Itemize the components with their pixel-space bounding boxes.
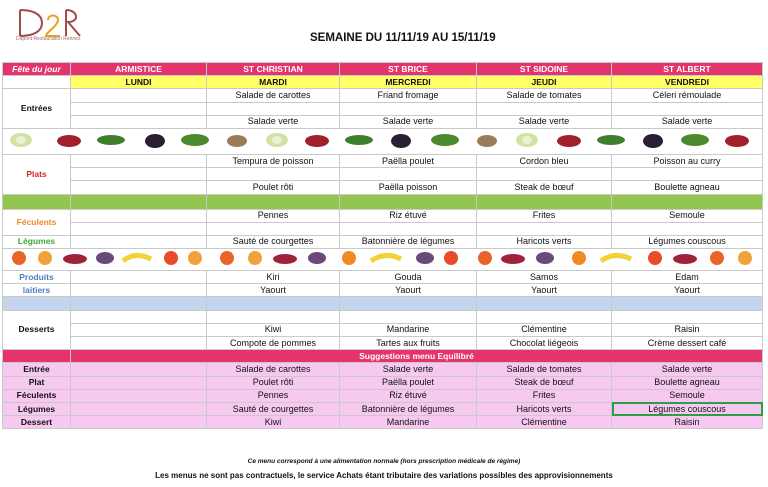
menu-cell: Chocolat liégeois <box>477 337 612 350</box>
menu-cell <box>71 389 207 402</box>
menu-cell: Boulette agneau <box>612 181 763 194</box>
menu-cell: Poulet rôti <box>207 376 340 389</box>
feculents-row <box>3 209 763 222</box>
suggestion-row <box>3 376 763 389</box>
menu-cell <box>612 168 763 181</box>
laitiers-row <box>3 284 763 297</box>
menu-cell: Frites <box>477 389 612 402</box>
menu-cell: Tempura de poisson <box>207 154 340 167</box>
menu-cell <box>477 222 612 235</box>
menu-cell <box>612 222 763 235</box>
menu-cell: Raisin <box>612 416 763 429</box>
menu-cell: Céleri rémoulade <box>612 89 763 102</box>
feast-day: ST ALBERT <box>612 63 763 76</box>
vegetables-image <box>5 129 763 151</box>
menu-cell: Crème dessert café <box>612 337 763 350</box>
day-header: LUNDI <box>71 76 207 89</box>
menu-cell: Salade de tomates <box>477 89 612 102</box>
menu-cell: Riz étuvé <box>340 389 477 402</box>
menu-cell <box>71 284 207 297</box>
menu-cell <box>207 222 340 235</box>
laitiers-row <box>3 271 763 284</box>
day-header: JEUDI <box>477 76 612 89</box>
menu-cell: Salade verte <box>340 363 477 376</box>
menu-cell <box>477 168 612 181</box>
menu-cell: Paëlla poisson <box>340 181 477 194</box>
menu-cell: Kiwi <box>207 416 340 429</box>
menu-cell: Cordon bleu <box>477 154 612 167</box>
menu-cell: Raisin <box>612 323 763 336</box>
d2r-logo <box>12 6 92 40</box>
menu-cell: Kiwi <box>207 323 340 336</box>
dessert-row <box>3 310 763 323</box>
menu-cell: Salade verte <box>477 115 612 128</box>
menu-cell <box>207 168 340 181</box>
menu-cell <box>612 310 763 323</box>
menu-cell: Clémentine <box>477 323 612 336</box>
suggestion-label: Plat <box>3 376 71 389</box>
suggestion-row <box>3 389 763 402</box>
menu-cell: Compote de pommes <box>207 337 340 350</box>
menu-cell <box>71 271 207 284</box>
blue-band <box>3 297 763 310</box>
vegetables-illustration <box>3 128 763 154</box>
entree-row <box>3 115 763 128</box>
menu-cell: Salade verte <box>207 115 340 128</box>
corner-cell <box>3 76 71 89</box>
menu-cell <box>71 102 207 115</box>
menu-cell: Salade de carottes <box>207 89 340 102</box>
dessert-row <box>3 323 763 336</box>
desserts-label: Desserts <box>3 310 71 350</box>
dessert-row <box>3 337 763 350</box>
feast-day: ST CHRISTIAN <box>207 63 340 76</box>
menu-cell <box>71 363 207 376</box>
plat-row <box>3 181 763 194</box>
days-row <box>3 76 763 89</box>
menu-cell: Paëlla poulet <box>340 154 477 167</box>
menu-cell: Haricots verts <box>477 235 612 248</box>
menu-cell: Steak de bœuf <box>477 181 612 194</box>
feast-row <box>3 63 763 76</box>
selected-cell[interactable]: Légumes couscous <box>612 402 763 415</box>
menu-cell: Semoule <box>612 209 763 222</box>
menu-cell: Yaourt <box>477 284 612 297</box>
menu-cell: Mandarine <box>340 323 477 336</box>
menu-cell: Friand fromage <box>340 89 477 102</box>
logo-subtitle: Dupont Restauration Rennes <box>16 36 81 42</box>
menu-cell <box>71 323 207 336</box>
menu-cell <box>71 181 207 194</box>
menu-cell: Poisson au curry <box>612 154 763 167</box>
legumes-label: Légumes <box>3 235 71 248</box>
menu-cell <box>207 102 340 115</box>
menu-cell <box>71 168 207 181</box>
feast-day: ST SIDOINE <box>477 63 612 76</box>
menu-cell <box>71 402 207 415</box>
feast-label: Fête du jour <box>3 63 71 76</box>
page-title: SEMAINE DU 11/11/19 AU 15/11/19 <box>310 32 496 44</box>
menu-cell: Salade de tomates <box>477 363 612 376</box>
menu-cell: Semoule <box>612 389 763 402</box>
menu-cell: Kiri <box>207 271 340 284</box>
entree-row <box>3 102 763 115</box>
fruits-band <box>3 249 763 271</box>
plats-label: Plats <box>3 154 71 194</box>
suggestions-title: Suggestions menu Equilibré <box>71 350 763 363</box>
menu-cell: Sauté de courgettes <box>207 402 340 415</box>
menu-cell <box>71 235 207 248</box>
suggestion-row <box>3 363 763 376</box>
menu-cell: Steak de bœuf <box>477 376 612 389</box>
menu-cell: Riz étuvé <box>340 209 477 222</box>
menu-cell: Salade verte <box>340 115 477 128</box>
feast-day: ARMISTICE <box>71 63 207 76</box>
menu-cell <box>340 222 477 235</box>
menu-cell <box>340 310 477 323</box>
feast-day: ST BRICE <box>340 63 477 76</box>
menu-cell: Salade verte <box>612 115 763 128</box>
menu-cell <box>71 209 207 222</box>
vegetables-band <box>3 128 763 154</box>
footer-disclaimer: Les menus ne sont pas contractuels, le service Achats étant tributaire des variations possibles des approvisionnements <box>155 471 613 480</box>
menu-cell: Boulette agneau <box>612 376 763 389</box>
menu-cell: Pennes <box>207 389 340 402</box>
menu-cell: Edam <box>612 271 763 284</box>
menu-cell: Yaourt <box>612 284 763 297</box>
fruits-illustration <box>3 249 763 271</box>
menu-cell <box>71 337 207 350</box>
legumes-row <box>3 235 763 248</box>
footer-note: Ce menu correspond à une alimentation normale (hors prescription médicale de régime) <box>247 458 521 465</box>
menu-cell <box>71 115 207 128</box>
menu-cell <box>612 102 763 115</box>
menu-cell <box>71 154 207 167</box>
day-header: VENDREDI <box>612 76 763 89</box>
day-header: MARDI <box>207 76 340 89</box>
menu-cell: Gouda <box>340 271 477 284</box>
suggestion-label: Dessert <box>3 416 71 429</box>
menu-table <box>2 62 763 429</box>
suggestions-header-row <box>3 350 763 363</box>
plat-row <box>3 154 763 167</box>
green-band <box>3 194 763 209</box>
laitiers-label: laitiers <box>3 284 71 297</box>
menu-cell: Batonnière de légumes <box>340 402 477 415</box>
fruits-image <box>5 249 763 267</box>
menu-cell <box>71 222 207 235</box>
entree-row <box>3 89 763 102</box>
suggestion-label: Légumes <box>3 402 71 415</box>
menu-cell: Yaourt <box>207 284 340 297</box>
menu-cell <box>207 310 340 323</box>
suggestion-row <box>3 402 763 415</box>
suggestion-label: Féculents <box>3 389 71 402</box>
plat-row <box>3 168 763 181</box>
menu-cell <box>71 89 207 102</box>
suggestion-row <box>3 416 763 429</box>
menu-cell <box>477 310 612 323</box>
menu-cell: Tartes aux fruits <box>340 337 477 350</box>
menu-cell: Pennes <box>207 209 340 222</box>
menu-cell: Poulet rôti <box>207 181 340 194</box>
menu-cell: Paëlla poulet <box>340 376 477 389</box>
menu-cell <box>71 416 207 429</box>
menu-cell <box>71 376 207 389</box>
entrees-label: Entrées <box>3 89 71 129</box>
feculents-row <box>3 222 763 235</box>
menu-cell: Légumes couscous <box>612 235 763 248</box>
menu-cell: Haricots verts <box>477 402 612 415</box>
feculents-label: Féculents <box>3 209 71 235</box>
suggestion-label: Entrée <box>3 363 71 376</box>
menu-cell: Batonnière de légumes <box>340 235 477 248</box>
menu-cell: Frites <box>477 209 612 222</box>
menu-cell: Clémentine <box>477 416 612 429</box>
menu-cell: Samos <box>477 271 612 284</box>
menu-cell <box>340 168 477 181</box>
produits-label: Produits <box>3 271 71 284</box>
menu-cell <box>71 310 207 323</box>
menu-cell <box>340 102 477 115</box>
day-header: MERCREDI <box>340 76 477 89</box>
menu-cell: Salade de carottes <box>207 363 340 376</box>
menu-cell: Salade verte <box>612 363 763 376</box>
menu-cell: Yaourt <box>340 284 477 297</box>
menu-cell <box>477 102 612 115</box>
menu-cell: Sauté de courgettes <box>207 235 340 248</box>
menu-cell: Mandarine <box>340 416 477 429</box>
